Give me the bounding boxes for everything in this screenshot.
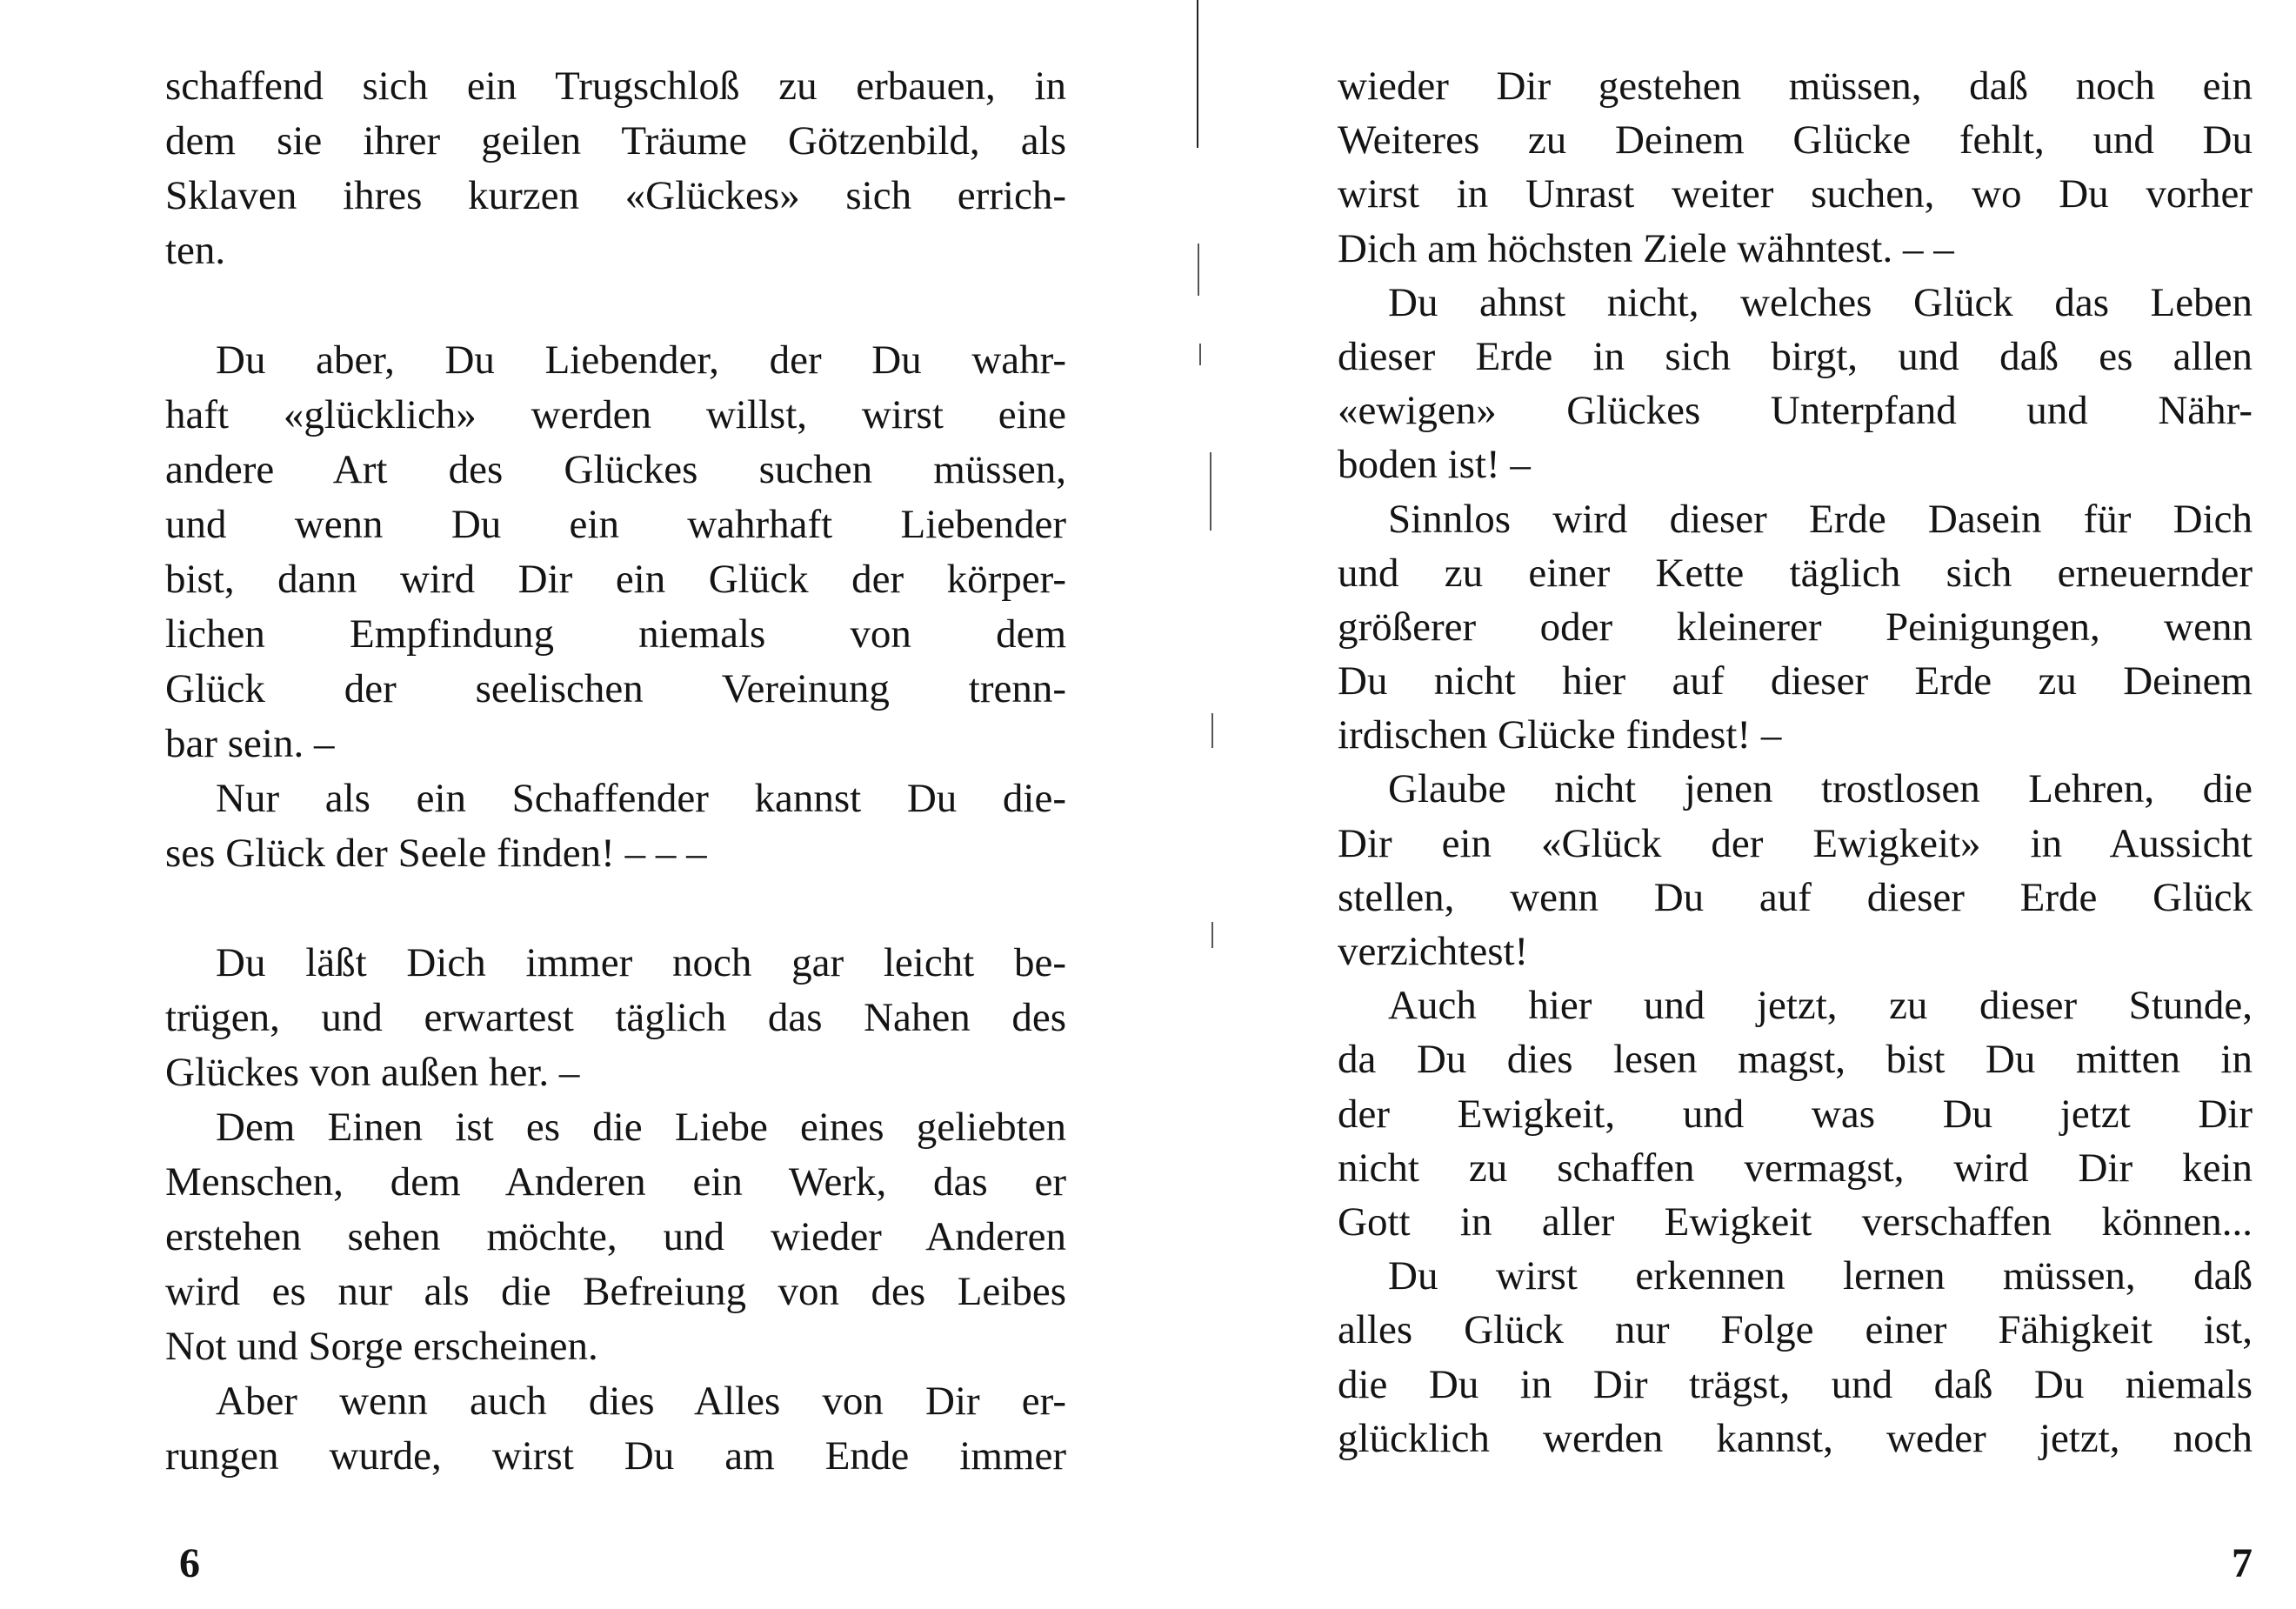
gutter-mark <box>1199 344 1201 365</box>
text-line: wird es nur als die Befreiung von des Leibes <box>165 1269 1066 1314</box>
text-line: Du aber, Du Liebender, der Du wahr- <box>216 337 1066 383</box>
text-line: Weiteres zu Deinem Glücke fehlt, und Du <box>1338 117 2253 164</box>
text-line: und wenn Du ein wahrhaft Liebender <box>165 502 1066 547</box>
text-line: boden ist! – <box>1338 442 1531 488</box>
page-number-right: 7 <box>2232 1540 2253 1586</box>
text-line: Glück der seelischen Vereinung trenn- <box>165 666 1066 711</box>
text-line: dieser Erde in sich birgt, und daß es allen <box>1338 333 2253 379</box>
book-gutter-line <box>1197 0 1198 148</box>
text-line: bist, dann wird Dir ein Glück der körper- <box>165 557 1066 602</box>
text-line: Glückes von außen her. – <box>165 1050 580 1095</box>
left-page-text <box>165 59 1066 1484</box>
text-line: Menschen, dem Anderen ein Werk, das er <box>165 1159 1066 1205</box>
blank-line <box>165 278 1066 333</box>
text-line: verzichtest! <box>1338 929 1529 974</box>
text-line: wieder Dir gestehen müssen, daß noch ein <box>1338 63 2253 109</box>
text-line: Not und Sorge erscheinen. <box>165 1324 598 1369</box>
text-line: Dich am höchsten Ziele wähntest. – – <box>1338 225 1954 271</box>
text-line: Dir ein «Glück der Ewigkeit» in Aussicht <box>1338 820 2253 866</box>
text-line: «ewigen» Glückes Unterpfand und Nähr- <box>1338 388 2253 434</box>
text-line: Glaube nicht jenen trostlosen Lehren, die <box>1388 766 2253 812</box>
text-line: dem sie ihrer geilen Träume Götzenbild, als <box>165 118 1066 164</box>
text-line: ses Glück der Seele finden! – – – <box>165 831 707 876</box>
text-line: Nur als ein Schaffender kannst Du die- <box>216 776 1066 821</box>
page-number-left: 6 <box>179 1540 200 1586</box>
text-line: rungen wurde, wirst Du am Ende immer <box>165 1433 1066 1479</box>
text-line: Dem Einen ist es die Liebe eines geliebten <box>216 1105 1066 1150</box>
text-line: Sinnlos wird dieser Erde Dasein für Dich <box>1388 496 2253 542</box>
text-line: andere Art des Glückes suchen müssen, <box>165 447 1066 492</box>
text-line: größerer oder kleinerer Peinigungen, wenn <box>1338 604 2253 650</box>
gutter-mark <box>1198 244 1199 296</box>
gutter-mark <box>1211 922 1213 948</box>
text-line: haft «glücklich» werden willst, wirst eine <box>165 392 1066 437</box>
text-line: Du nicht hier auf dieser Erde zu Deinem <box>1338 658 2253 704</box>
blank-line <box>165 881 1066 936</box>
right-page-text <box>1338 59 2253 1465</box>
text-line: alles Glück nur Folge einer Fähigkeit ist, <box>1338 1307 2253 1353</box>
text-line: Gott in aller Ewigkeit verschaffen können... <box>1338 1198 2253 1245</box>
text-line: Du wirst erkennen lernen müssen, daß <box>1388 1253 2253 1299</box>
text-line: und zu einer Kette täglich sich erneuernder <box>1338 550 2253 596</box>
text-line: schaffend sich ein Trugschloß zu erbauen, in <box>165 63 1066 109</box>
text-line: bar sein. – <box>165 721 335 766</box>
text-line: Aber wenn auch dies Alles von Dir er- <box>216 1379 1066 1424</box>
text-line: trügen, und erwartest täglich das Nahen des <box>165 995 1066 1040</box>
text-line: lichen Empfindung niemals von dem <box>165 611 1066 657</box>
text-line: die Du in Dir trägst, und daß Du niemals <box>1338 1361 2253 1407</box>
gutter-mark <box>1210 452 1211 531</box>
text-line: Du läßt Dich immer noch gar leicht be- <box>216 940 1066 985</box>
text-line: Auch hier und jetzt, zu dieser Stunde, <box>1388 983 2253 1029</box>
text-line: nicht zu schaffen vermagst, wird Dir kein <box>1338 1145 2253 1191</box>
text-line: irdischen Glücke findest! – <box>1338 712 1782 758</box>
text-line: stellen, wenn Du auf dieser Erde Glück <box>1338 874 2253 920</box>
text-line: Du ahnst nicht, welches Glück das Leben <box>1388 279 2253 325</box>
text-line: da Du dies lesen magst, bist Du mitten in <box>1338 1037 2253 1083</box>
text-line: Sklaven ihres kurzen «Glückes» sich errich- <box>165 173 1066 218</box>
text-line: der Ewigkeit, und was Du jetzt Dir <box>1338 1091 2253 1137</box>
gutter-mark <box>1211 713 1213 748</box>
text-line: glücklich werden kannst, weder jetzt, noch <box>1338 1415 2253 1461</box>
text-line: wirst in Unrast weiter suchen, wo Du vorher <box>1338 171 2253 217</box>
text-line: erstehen sehen möchte, und wieder Anderen <box>165 1214 1066 1259</box>
text-line: ten. <box>165 228 226 273</box>
